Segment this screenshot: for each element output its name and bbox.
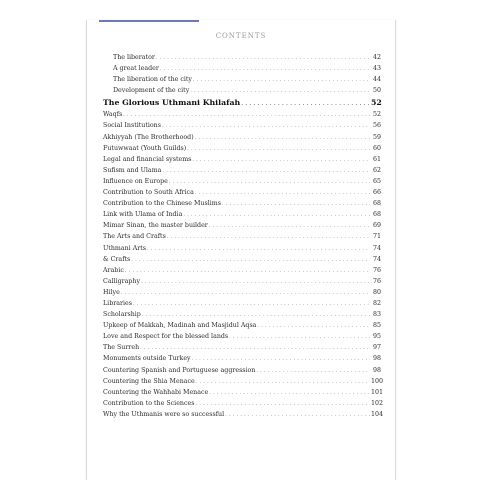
toc-entry bbox=[103, 63, 381, 74]
dot-leader bbox=[169, 177, 370, 188]
toc-entry-title: Why the Uthmanis were so successful bbox=[103, 410, 225, 418]
toc-entry bbox=[103, 85, 381, 96]
toc-entry-title: Influence on Europe bbox=[103, 177, 168, 185]
toc-entry-page-number: 59 bbox=[372, 133, 381, 141]
toc-entry-page-number: 68 bbox=[372, 211, 381, 219]
toc-entry bbox=[103, 74, 381, 85]
toc-entry-page-number: 76 bbox=[372, 266, 381, 274]
toc-entry bbox=[103, 198, 381, 209]
top-rule bbox=[99, 20, 199, 22]
toc-entry-page-number: 104 bbox=[371, 410, 384, 418]
toc-entry-title: The Glorious Uthmani Khilafah bbox=[103, 98, 241, 108]
toc-entry-page-number: 61 bbox=[372, 155, 381, 163]
toc-entry-title: The Surreh bbox=[103, 344, 140, 352]
toc-entry-page-number: 62 bbox=[372, 166, 381, 174]
toc-entry-title: Arabic bbox=[103, 266, 124, 274]
toc-entry-page-number: 100 bbox=[371, 377, 384, 385]
dot-leader bbox=[183, 210, 370, 221]
toc-entry bbox=[103, 398, 384, 409]
dot-leader bbox=[257, 321, 370, 332]
toc-entry-title: Countering the Wahhabi Menace bbox=[103, 388, 209, 396]
toc-entry-title: Akhiyyah (The Brotherhood) bbox=[103, 133, 194, 141]
dot-leader bbox=[222, 199, 370, 210]
toc-entry-title: Mimar Sinan, the master builder bbox=[103, 222, 208, 230]
dot-leader bbox=[209, 221, 370, 232]
toc-entry bbox=[103, 331, 381, 342]
page-heading: CONTENTS bbox=[215, 32, 267, 40]
toc-entry bbox=[103, 132, 381, 143]
toc-entry-title: The Arts and Crafts bbox=[103, 233, 166, 241]
toc-entry-title: Upkeep of Makkah, Madinah and Masjidul Aqsa bbox=[103, 322, 257, 330]
toc-entry-title: Sufism and Ulama bbox=[103, 166, 162, 174]
toc-entry bbox=[103, 120, 381, 131]
toc-entry-title: The liberation of the city bbox=[113, 76, 192, 84]
toc-entry bbox=[103, 154, 381, 165]
toc-entry-page-number: 80 bbox=[372, 288, 381, 296]
toc-entry-page-number: 98 bbox=[372, 366, 381, 374]
toc-entry bbox=[103, 376, 384, 387]
toc-entry-page-number: 52 bbox=[372, 111, 381, 119]
toc-section-heading bbox=[103, 96, 381, 109]
toc-entry-page-number: 52 bbox=[371, 98, 382, 108]
toc-entry bbox=[103, 287, 381, 298]
toc-entry-page-number: 65 bbox=[372, 177, 381, 185]
toc-entry-title: Libraries bbox=[103, 299, 132, 307]
dot-leader bbox=[156, 53, 370, 64]
toc-entry-title: & Crafts bbox=[103, 255, 131, 263]
toc-entry bbox=[103, 231, 381, 242]
toc-entry-title: Calligraphy bbox=[103, 277, 141, 285]
toc-entry bbox=[103, 309, 381, 320]
toc-entry-title: Futuwwaat (Youth Guilds) bbox=[103, 144, 187, 152]
toc-entry bbox=[103, 143, 381, 154]
toc-entry bbox=[103, 342, 381, 353]
toc-entry-page-number: 56 bbox=[372, 122, 381, 130]
toc-entry-title: Scholarship bbox=[103, 311, 141, 319]
toc-entry bbox=[103, 365, 381, 376]
toc-entry bbox=[103, 387, 384, 398]
dot-leader bbox=[192, 155, 370, 166]
toc-entry-title: A great leader bbox=[113, 65, 159, 73]
toc-entry bbox=[103, 165, 381, 176]
toc-entry-title: Contribution to the Chinese Muslims bbox=[103, 200, 221, 208]
toc-entry-page-number: 74 bbox=[372, 255, 381, 263]
toc-entry-page-number: 60 bbox=[372, 144, 381, 152]
toc-entry-page-number: 85 bbox=[372, 322, 381, 330]
toc-entry bbox=[103, 109, 381, 120]
toc-entry-title: Uthmani Arts bbox=[103, 244, 147, 252]
dot-leader bbox=[167, 232, 370, 243]
toc-entry-page-number: 82 bbox=[372, 299, 381, 307]
toc-entry-title: Monuments outside Turkey bbox=[103, 355, 191, 363]
toc-entry bbox=[103, 276, 381, 287]
toc-entry-title: Countering the Shia Menace bbox=[103, 377, 195, 385]
dot-leader bbox=[133, 299, 370, 310]
toc-entry bbox=[103, 265, 381, 276]
dot-leader bbox=[162, 166, 370, 177]
toc-entry-page-number: 43 bbox=[372, 65, 381, 73]
toc-entry-title: Countering Spanish and Portuguese aggression bbox=[103, 366, 256, 374]
toc-entry-title: The liberator bbox=[113, 54, 155, 61]
toc-entry-page-number: 68 bbox=[372, 200, 381, 208]
toc-entry bbox=[103, 243, 381, 254]
toc-entry bbox=[103, 176, 381, 187]
toc-entry-page-number: 98 bbox=[372, 355, 381, 363]
toc-entry-page-number: 66 bbox=[372, 189, 381, 197]
toc-entry-page-number: 76 bbox=[372, 277, 381, 285]
toc-entry bbox=[103, 254, 381, 265]
dot-leader bbox=[187, 144, 370, 155]
toc-entry bbox=[103, 409, 384, 420]
dot-leader bbox=[196, 377, 370, 388]
toc-entry-page-number: 42 bbox=[372, 54, 381, 61]
toc-entry-title: Legal and financial systems bbox=[103, 155, 192, 163]
toc-entry-title: Link with Ulama of India bbox=[103, 211, 183, 219]
toc-entry-page-number: 83 bbox=[372, 311, 381, 319]
dot-leader bbox=[131, 255, 370, 266]
toc-entry bbox=[103, 353, 381, 364]
book-page bbox=[86, 20, 396, 480]
dot-leader bbox=[209, 388, 370, 399]
toc-entry-title: Love and Respect for the blessed lands bbox=[103, 333, 229, 341]
dot-leader bbox=[121, 288, 370, 299]
table-of-contents bbox=[103, 52, 384, 420]
toc-entry-title: Development of the city bbox=[113, 87, 190, 95]
dot-leader bbox=[195, 188, 370, 199]
toc-entry-title: Social Institutions bbox=[103, 122, 161, 130]
toc-entry-title: Contribution to South Africa bbox=[103, 189, 194, 197]
toc-entry-page-number: 44 bbox=[372, 76, 381, 84]
dot-leader bbox=[229, 332, 370, 343]
dot-leader bbox=[225, 410, 370, 421]
dot-leader bbox=[141, 277, 370, 288]
toc-entry-page-number: 95 bbox=[372, 333, 381, 341]
toc-entry-page-number: 102 bbox=[371, 399, 384, 407]
toc-entry-page-number: 74 bbox=[372, 244, 381, 252]
toc-entry bbox=[103, 320, 381, 331]
toc-entry-title: Waqfs bbox=[103, 111, 123, 119]
dot-leader bbox=[147, 244, 370, 255]
toc-entry-page-number: 97 bbox=[372, 344, 381, 352]
toc-entry bbox=[103, 52, 381, 63]
toc-entry-title: Hilye bbox=[103, 288, 120, 296]
toc-entry bbox=[103, 209, 381, 220]
toc-entry-page-number: 69 bbox=[372, 222, 381, 230]
dot-leader bbox=[193, 75, 370, 86]
toc-entry-page-number: 71 bbox=[372, 233, 381, 241]
toc-entry-page-number: 50 bbox=[372, 87, 381, 95]
toc-entry bbox=[103, 298, 381, 309]
dot-leader bbox=[195, 133, 370, 144]
dot-leader bbox=[256, 366, 370, 377]
toc-entry bbox=[103, 220, 381, 231]
toc-entry-title: Contribution to the Sciences bbox=[103, 399, 195, 407]
toc-entry bbox=[103, 187, 381, 198]
dot-leader bbox=[125, 266, 370, 277]
toc-entry-page-number: 101 bbox=[371, 388, 384, 396]
